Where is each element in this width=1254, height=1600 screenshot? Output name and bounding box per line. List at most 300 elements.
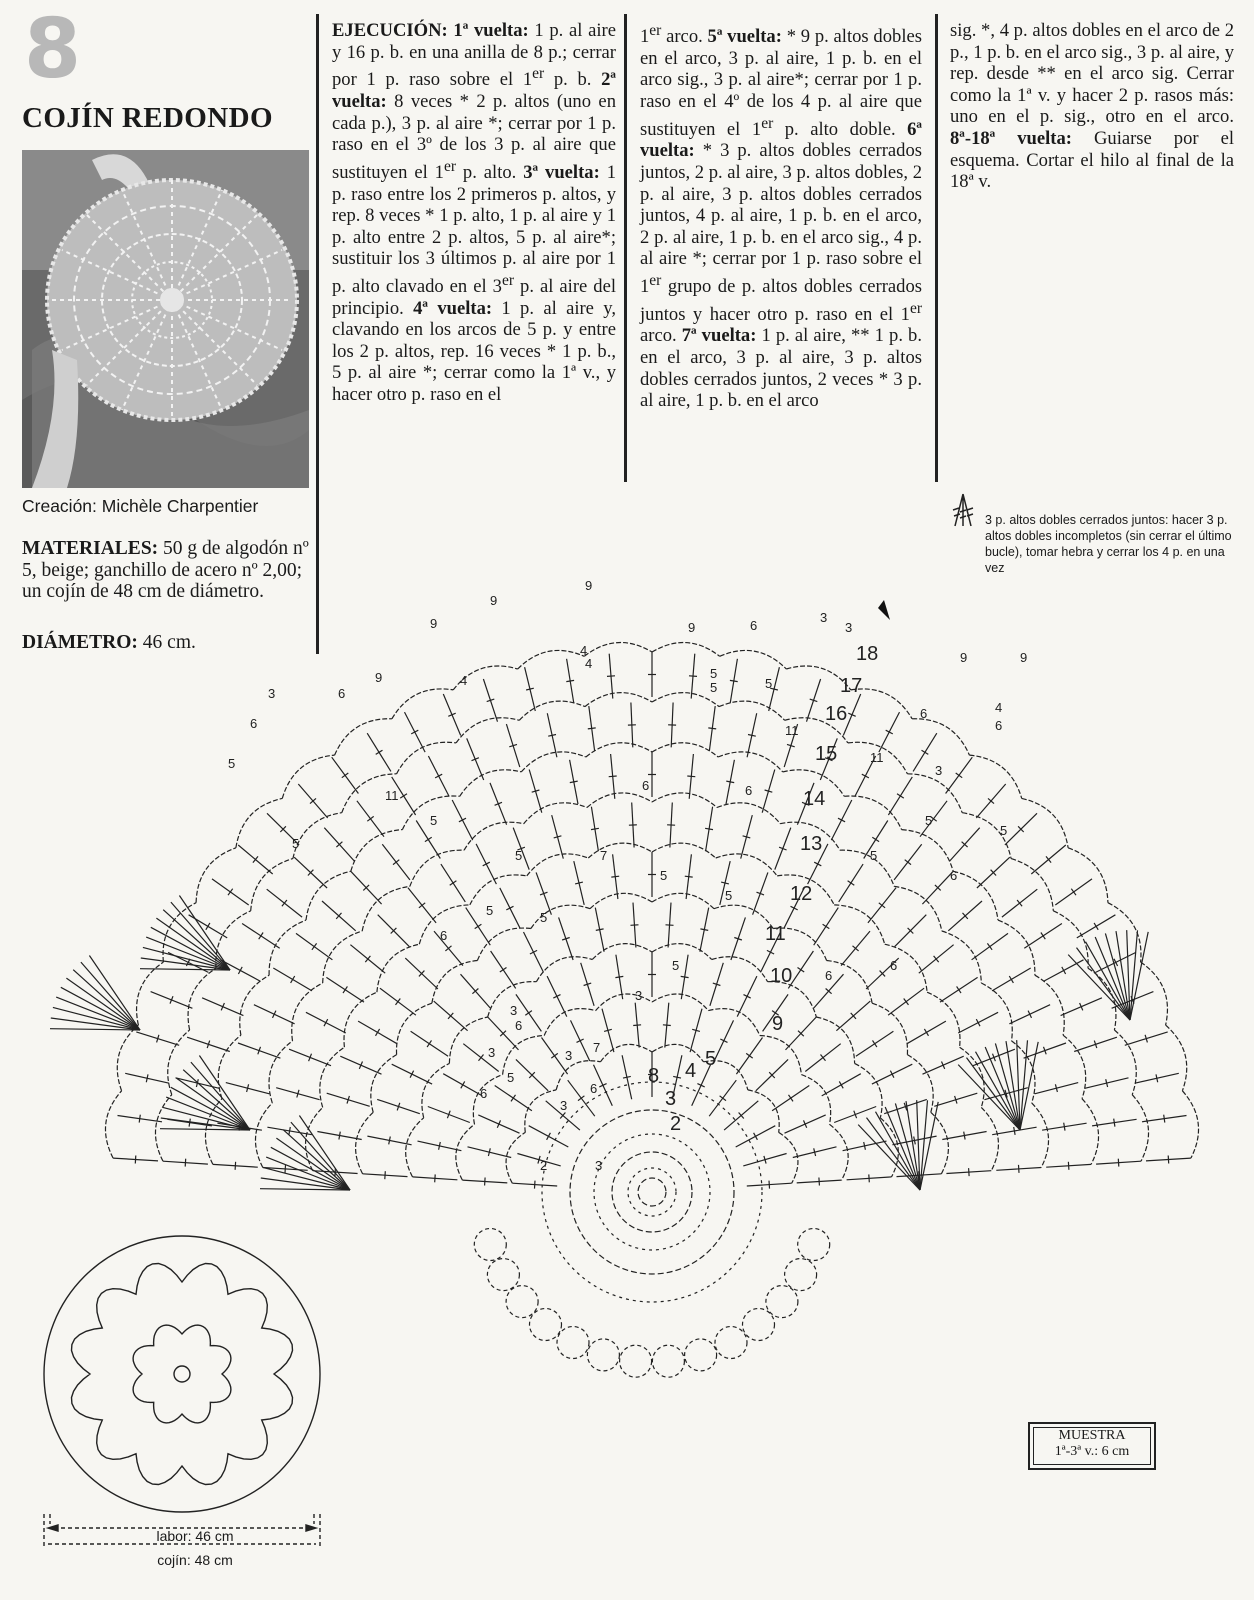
labor-size: labor: 46 cm — [156, 1528, 234, 1544]
stitch-tick — [769, 1181, 770, 1189]
chain-arc — [371, 1055, 397, 1113]
bottom-scallop — [766, 1286, 798, 1318]
chain-count-label: 3 — [560, 1098, 568, 1113]
chain-count-label: 9 — [430, 616, 438, 631]
fan-stitch — [1077, 948, 1131, 1020]
chain-arc — [596, 994, 652, 1011]
bottom-scallop — [685, 1339, 717, 1371]
chain-count-label: 5 — [925, 813, 933, 828]
bottom-scallop — [743, 1309, 775, 1341]
chain-count-label: 5 — [660, 868, 668, 883]
stitch-tick — [708, 728, 716, 729]
stitch-tick — [730, 680, 738, 681]
stitch-tick — [389, 1137, 391, 1145]
round-number-label: 15 — [815, 743, 838, 765]
stitch-tick — [551, 1053, 558, 1058]
diameter-label: DIÁMETRO: — [22, 632, 138, 653]
bottom-scallop — [620, 1345, 652, 1377]
stitch-tick — [535, 1181, 536, 1189]
stitch-tick — [566, 680, 574, 681]
stitch-tick — [367, 816, 373, 821]
chain-arc — [105, 1091, 121, 1158]
chain-count-label: 3 — [635, 988, 643, 1003]
chain-count-label: 5 — [710, 666, 718, 681]
instructions-column-3: sig. *, 4 p. altos dobles en el arco de 2 p., 1 p. b. en el arco sig., 3 p. al aire, y rep. desde ** en el arco sig. Cerrar como la 1ª v. y hacer 2 p. rasos más: uno en el p. sig., otro en el arco. 8ª-18ª vuelta: Guiarse por el esquema. Cortar el hilo al final de la 18ª v. — [950, 20, 1234, 193]
chain-count-label: 6 — [890, 958, 898, 973]
chain-count-label: 5 — [486, 903, 494, 918]
fan-stitch — [81, 962, 140, 1030]
chain-arc — [590, 893, 652, 908]
stitch-tick — [425, 837, 432, 841]
chain-arc — [335, 719, 392, 755]
chain-arc — [1132, 1095, 1148, 1162]
stitch-tick — [681, 976, 689, 977]
chain-count-label: 11 — [785, 723, 799, 738]
chain-arc — [907, 774, 962, 813]
chain-count-label: 3 — [565, 1048, 573, 1063]
stitch-tick — [924, 1029, 928, 1036]
chain-arc — [137, 962, 164, 1025]
chain-count-label: 5 — [540, 910, 548, 925]
stitch-tick — [376, 1029, 380, 1036]
legend-text: 3 p. altos dobles cerrados juntos: hacer 3 p. altos dobles incompletos (sin cerrar el último bucle), tomar hebra y cerrar los 4 p. en una vez — [985, 513, 1232, 575]
chain-arc — [377, 944, 419, 992]
cluster-symbol-icon — [950, 490, 976, 530]
stitch-tick — [339, 1132, 340, 1140]
chain-arc — [907, 1055, 933, 1113]
round-number-label: 11 — [765, 923, 786, 945]
chain-count-label: 6 — [825, 968, 833, 983]
stitch-tick — [1164, 1115, 1165, 1123]
stitch-tick — [904, 999, 909, 1005]
chain-arc — [586, 743, 652, 757]
chain-count-label: 5 — [1000, 823, 1008, 838]
round-number-label: 10 — [770, 965, 793, 987]
chain-arc — [652, 994, 708, 1011]
stitch-tick — [748, 735, 756, 737]
chain-count-label: 9 — [490, 593, 498, 608]
stitch-tick — [1009, 976, 1013, 983]
fan-stitch — [66, 978, 140, 1030]
chain-count-label: 6 — [515, 1018, 523, 1033]
chain-arc — [1011, 859, 1053, 911]
chain-arc — [1166, 1025, 1187, 1091]
fan-stitch — [276, 1138, 350, 1190]
stitch-tick — [957, 986, 961, 993]
gauge-box — [1028, 1422, 1156, 1470]
stitch-tick — [1118, 1159, 1119, 1167]
stitch-tick — [1014, 1127, 1015, 1135]
chain-arc — [969, 755, 1021, 798]
chain-count-label: 6 — [642, 778, 650, 793]
chain-count-label: 2 — [540, 1158, 548, 1173]
bottom-scallop — [587, 1339, 619, 1371]
instructions-column-2: 1er arco. 5ª vuelta: * 9 p. altos dobles en el arco, 3 p. al aire, 1 p. b. en el arco sig., 3 p. al aire*; cerrar por 1 p. raso en el 4º de los 4 p. al aire que sustituyen el 1er p. alto doble. 6ª vuelta: * 3 p. altos dobles cerrados juntos, 2 p. al aire, 3 p. altos dobles, 2 p. al aire, 3 p. altos dobles cerrados juntos, 4 p. al aire, 1 p. b. en el arco, 2 p. al aire, 1 p. b. en el arco sig., 4 p. al aire *; cerrar por 1 p. raso sobre el 1er grupo de p. altos dobles cerrados juntos y hacer otro p. raso en el 1er arco. 7ª vuelta: 1 p. al aire, ** 1 p. b. en el arco, 3 p. al aire, 3 p. altos dobles cerrados juntos, 2 veces * 3 p. al aire, 1 p. b. en el arco — [640, 22, 922, 412]
chain-count-label: 5 — [515, 848, 523, 863]
chain-arc — [432, 961, 478, 1004]
chain-arc — [779, 1132, 798, 1183]
chain-arc — [544, 1009, 595, 1036]
round-number-label: 14 — [803, 788, 826, 810]
chain-count-label: 3 — [510, 1003, 518, 1018]
chain-count-label: 5 — [292, 836, 300, 851]
stitch-tick — [969, 1168, 970, 1176]
bottom-scallop — [530, 1309, 562, 1341]
stitch-tick — [864, 1142, 866, 1150]
chain-arc — [362, 886, 410, 931]
stitch-tick — [700, 929, 708, 931]
fan-stitch — [56, 997, 140, 1030]
round-number-label: 13 — [800, 833, 823, 855]
stitch-tick — [663, 1025, 671, 1026]
chain-count-label: 5 — [765, 676, 773, 691]
round-number-label: 5 — [705, 1048, 717, 1070]
bottom-scallop — [506, 1286, 538, 1318]
stitch-tick — [1064, 1123, 1065, 1131]
chain-count-label: 6 — [950, 868, 958, 883]
chain-count-label: 5 — [507, 1070, 515, 1085]
fan-stitch — [171, 902, 230, 970]
fan-stitch — [160, 1129, 250, 1130]
column-rule-1 — [316, 14, 319, 654]
stitch-tick — [726, 781, 734, 783]
chain-arc — [652, 944, 712, 960]
stitch-tick — [1094, 923, 1098, 930]
stitch-tick — [285, 1165, 286, 1173]
stitch-tick — [588, 728, 596, 729]
chain-arc — [587, 793, 652, 808]
stitch-tick — [393, 860, 399, 865]
round-number-label: 18 — [856, 643, 879, 665]
chain-arc — [708, 1009, 759, 1036]
chain-arc — [155, 1095, 171, 1162]
stitch-tick — [1156, 1074, 1158, 1082]
chain-count-label: 7 — [593, 1040, 601, 1055]
photo-illustration — [22, 150, 309, 488]
chain-arc — [117, 1025, 138, 1091]
stitch-tick — [189, 1119, 190, 1127]
stitch-tick — [789, 1095, 794, 1102]
fan-stitch — [50, 1029, 140, 1030]
stitch-tick — [821, 1055, 826, 1061]
stitch-tick — [798, 968, 805, 973]
chain-arc — [456, 718, 519, 743]
stitch-tick — [720, 1096, 726, 1101]
chain-arc — [473, 1075, 502, 1125]
stitch-tick — [1041, 933, 1045, 940]
chain-arc — [652, 893, 714, 908]
chain-count-label: 6 — [338, 686, 346, 701]
stitch-tick — [525, 1011, 532, 1016]
stitch-tick — [291, 976, 295, 983]
stitch-tick — [685, 876, 693, 877]
stitch-tick — [839, 1081, 843, 1088]
chain-count-label: 5 — [870, 848, 878, 863]
stitch-tick — [289, 1127, 290, 1135]
stitch-tick — [611, 876, 619, 877]
chain-count-label: 11 — [385, 788, 399, 803]
fan-stitch — [920, 1100, 928, 1190]
chain-count-label: 6 — [250, 716, 258, 731]
chain-arc — [844, 796, 901, 830]
center-ring — [628, 1168, 676, 1216]
chain-arc — [760, 1036, 802, 1075]
chain-arc — [652, 743, 718, 757]
chain-count-label: 9 — [688, 620, 696, 635]
fan-stitch — [260, 1189, 350, 1190]
chain-arc — [1022, 798, 1068, 847]
stitch-tick — [385, 1171, 386, 1179]
bottom-scallop — [798, 1229, 830, 1261]
chain-arc — [269, 1041, 292, 1103]
fan-stitch — [1020, 1040, 1028, 1130]
chart-labels — [228, 578, 1027, 1173]
chain-arc — [397, 1003, 432, 1054]
fan-stitch — [985, 1047, 1020, 1130]
chain-arc — [503, 1036, 545, 1075]
chain-arc — [830, 1124, 849, 1180]
instructions-column-1: EJECUCIÓN: 1ª vuelta: 1 p. al aire y 16 p. b. en una anilla de 8 p.; cerrar por 1 p. raso sobre el 1er p. b. 2ª vuelta: 8 veces * 2 p. altos (uno en cada p.), 3 p. al aire *; cerrar por 1 p. raso en el 3º de los 3 p. al aire que sustituyen el 1er p. alto. 3ª vuelta: 1 p. raso entre los 2 primeros p. altos, y rep. 8 veces * 1 p. alto, 1 p. al aire y 1 p. alto entre 2 p. altos, 5 p. al aire*; sustituir los 3 últimos p. al aire por 1 p. alto clavado en el 3er p. al aire del principio. 4ª vuelta: 1 p. al aire y, clavando en los arcos de 5 p. y entre los 2 p. altos, rep. 16 veces * 1 p. b., 5 p. al aire *; cerrar como la 1ª v., y hacer otro p. raso en el — [332, 20, 616, 406]
chain-count-label: 3 — [845, 620, 853, 635]
stitch-tick — [633, 1025, 641, 1026]
round-number-label: 9 — [772, 1013, 784, 1035]
stitch-tick — [479, 1055, 484, 1061]
chain-count-label: 11 — [870, 750, 884, 765]
chain-arc — [894, 886, 942, 931]
stitch-tick — [511, 1095, 516, 1102]
chain-count-label: 3 — [935, 763, 943, 778]
chain-arc — [601, 1044, 653, 1061]
stitch-tick — [873, 1040, 877, 1047]
chain-count-label: 4 — [585, 656, 593, 671]
chain-arc — [981, 1107, 998, 1170]
chain-arc — [712, 957, 768, 982]
center-ring — [612, 1152, 692, 1232]
chain-count-label: 6 — [750, 618, 758, 633]
stitch-tick — [312, 943, 317, 949]
stitch-tick — [687, 776, 695, 777]
fan-stitch — [920, 1102, 938, 1190]
stitch-tick — [570, 781, 578, 783]
chain-arc — [585, 693, 652, 707]
fan-stitch — [161, 1118, 250, 1130]
chain-arc — [392, 689, 453, 719]
materials-text: 50 g de algodón nº 5, beige; ganchillo de acero nº 2,00; un cojín de 48 cm de diámetro. — [22, 538, 309, 602]
chain-arc — [1063, 1035, 1086, 1099]
chain-count-label: 3 — [595, 1158, 603, 1173]
round-number-label: 17 — [840, 675, 863, 697]
diameter-value: 46 cm. — [137, 632, 196, 653]
chain-arc — [255, 1103, 272, 1168]
stitch-tick — [435, 1174, 436, 1182]
chain-arc — [519, 701, 585, 720]
chain-arc — [269, 920, 306, 975]
stitch-tick — [548, 735, 556, 737]
chain-arc — [536, 957, 592, 982]
chain-arc — [524, 803, 587, 824]
stitch-tick — [823, 924, 830, 928]
chain-arc — [306, 871, 351, 920]
chain-arc — [464, 822, 524, 850]
chain-count-label: 9 — [960, 650, 968, 665]
stitch-tick — [956, 773, 963, 778]
stitch-tick — [914, 1137, 916, 1145]
stitch-tick — [623, 1076, 631, 1078]
chain-count-label: 7 — [600, 848, 608, 863]
stitch-tick — [689, 676, 697, 677]
chain-arc — [1141, 962, 1168, 1025]
chain-arc — [470, 875, 527, 905]
bottom-scallop — [487, 1259, 519, 1291]
start-arrow-icon — [878, 600, 890, 620]
stitch-tick — [485, 1178, 486, 1186]
chain-arc — [251, 859, 293, 911]
chain-arc — [351, 830, 403, 872]
chain-arc — [477, 928, 531, 960]
chain-arc — [397, 742, 457, 774]
stitch-tick — [705, 828, 713, 829]
chain-count-label: 5 — [228, 756, 236, 771]
fan-stitch — [867, 1118, 921, 1190]
chain-arc — [902, 830, 954, 872]
stitch-tick — [631, 925, 639, 926]
stitch-tick — [578, 1096, 584, 1101]
chain-count-label: 9 — [375, 670, 383, 685]
pattern-number: 8 — [24, 2, 82, 97]
chain-arc — [1182, 1091, 1198, 1158]
stitch-tick — [400, 794, 407, 798]
stitch-tick — [427, 1040, 431, 1047]
chain-arc — [953, 871, 998, 920]
chain-arc — [718, 752, 783, 772]
cushion-size: cojín: 48 cm — [157, 1552, 233, 1568]
chain-count-label: 3 — [820, 610, 828, 625]
chain-count-label: 6 — [440, 928, 448, 943]
stitch-tick — [905, 860, 911, 865]
chain-arc — [912, 719, 969, 755]
stitch-tick — [282, 900, 287, 906]
chain-count-label: 9 — [585, 578, 593, 593]
stitch-tick — [1062, 967, 1066, 974]
chain-count-label: 6 — [920, 706, 928, 721]
round-number-label: 4 — [685, 1060, 697, 1082]
stitch-tick — [139, 1115, 140, 1123]
stitch-tick — [135, 1156, 136, 1164]
chain-count-label: 9 — [1020, 650, 1028, 665]
stitch-tick — [596, 929, 604, 931]
chain-arc — [518, 650, 585, 669]
fan-stitch — [191, 1062, 250, 1130]
stitch-tick — [185, 1159, 186, 1167]
round-number-label: 3 — [665, 1088, 677, 1110]
stitch-tick — [897, 794, 904, 798]
fan-stitch — [266, 1157, 350, 1190]
chain-arc — [196, 848, 236, 903]
chain-count-label: 5 — [430, 813, 438, 828]
chain-arc — [998, 920, 1035, 975]
gauge-value: 1ª-3ª v.: 6 cm — [1054, 1444, 1130, 1459]
stitch-tick — [500, 968, 507, 973]
chain-count-label: 4 — [460, 673, 468, 688]
round-number-label: 8 — [648, 1065, 660, 1087]
chain-arc — [720, 650, 787, 669]
stitch-tick — [1068, 1162, 1069, 1170]
fan-stitch — [51, 1018, 140, 1030]
chain-arc — [827, 961, 873, 1004]
stitch-tick — [1019, 1165, 1020, 1173]
cushion-diagram — [40, 1228, 330, 1558]
column-rule-3 — [935, 14, 938, 482]
stitch-tick — [146, 1074, 148, 1082]
chain-arc — [652, 793, 717, 808]
round-number-label: 12 — [790, 883, 813, 905]
stitch-tick — [848, 881, 855, 885]
chain-arc — [652, 693, 719, 707]
page-title: COJÍN REDONDO — [22, 102, 273, 134]
chain-arc — [872, 1003, 907, 1054]
stitch-tick — [238, 967, 242, 974]
stitch-tick — [206, 923, 210, 930]
chain-arc — [1032, 1103, 1049, 1168]
chain-count-label: 3 — [488, 1045, 496, 1060]
chain-arc — [356, 1112, 374, 1174]
bottom-scallop — [785, 1259, 817, 1291]
stitch-tick — [964, 1132, 965, 1140]
fan-stitch — [1130, 930, 1138, 1020]
stitch-tick — [869, 1174, 870, 1182]
center-ring — [542, 1082, 762, 1302]
chain-count-label: 6 — [590, 1081, 598, 1096]
chain-arc — [981, 983, 1012, 1041]
bottom-scallop — [652, 1345, 684, 1377]
chain-count-label: 4 — [995, 700, 1003, 715]
bottom-scallop — [557, 1327, 589, 1359]
stitch-tick — [376, 750, 383, 754]
stitch-tick — [259, 933, 263, 940]
stitch-tick — [461, 1081, 465, 1088]
stitch-tick — [609, 776, 617, 777]
round-number-label: 16 — [825, 703, 848, 725]
chain-count-label: 3 — [268, 686, 276, 701]
bottom-scallop — [474, 1229, 506, 1261]
chain-arc — [1114, 1030, 1136, 1095]
chain-arc — [521, 752, 586, 772]
chain-arc — [506, 1132, 525, 1183]
chain-count-label: 4 — [580, 643, 588, 658]
chain-arc — [717, 803, 780, 824]
chain-count-label: 6 — [995, 718, 1003, 733]
stitch-tick — [666, 925, 674, 926]
stitch-tick — [1017, 900, 1022, 906]
chain-count-label: 6 — [745, 783, 753, 798]
fan-stitch — [141, 958, 230, 970]
stitch-tick — [343, 986, 347, 993]
stitch-tick — [922, 750, 929, 754]
chain-arc — [292, 983, 323, 1041]
chain-arc — [236, 798, 282, 847]
stitch-tick — [439, 1142, 441, 1150]
stitch-tick — [1114, 1119, 1115, 1127]
chain-count-label: 5 — [672, 958, 680, 973]
chain-arc — [188, 968, 216, 1030]
stitch-tick — [1168, 1156, 1169, 1164]
bottom-scallop — [715, 1327, 747, 1359]
stitch-tick — [987, 943, 992, 949]
center-ring — [638, 1178, 666, 1206]
fan-stitch — [261, 1178, 350, 1190]
stitch-tick — [591, 828, 599, 829]
chain-count-label: 5 — [725, 888, 733, 903]
